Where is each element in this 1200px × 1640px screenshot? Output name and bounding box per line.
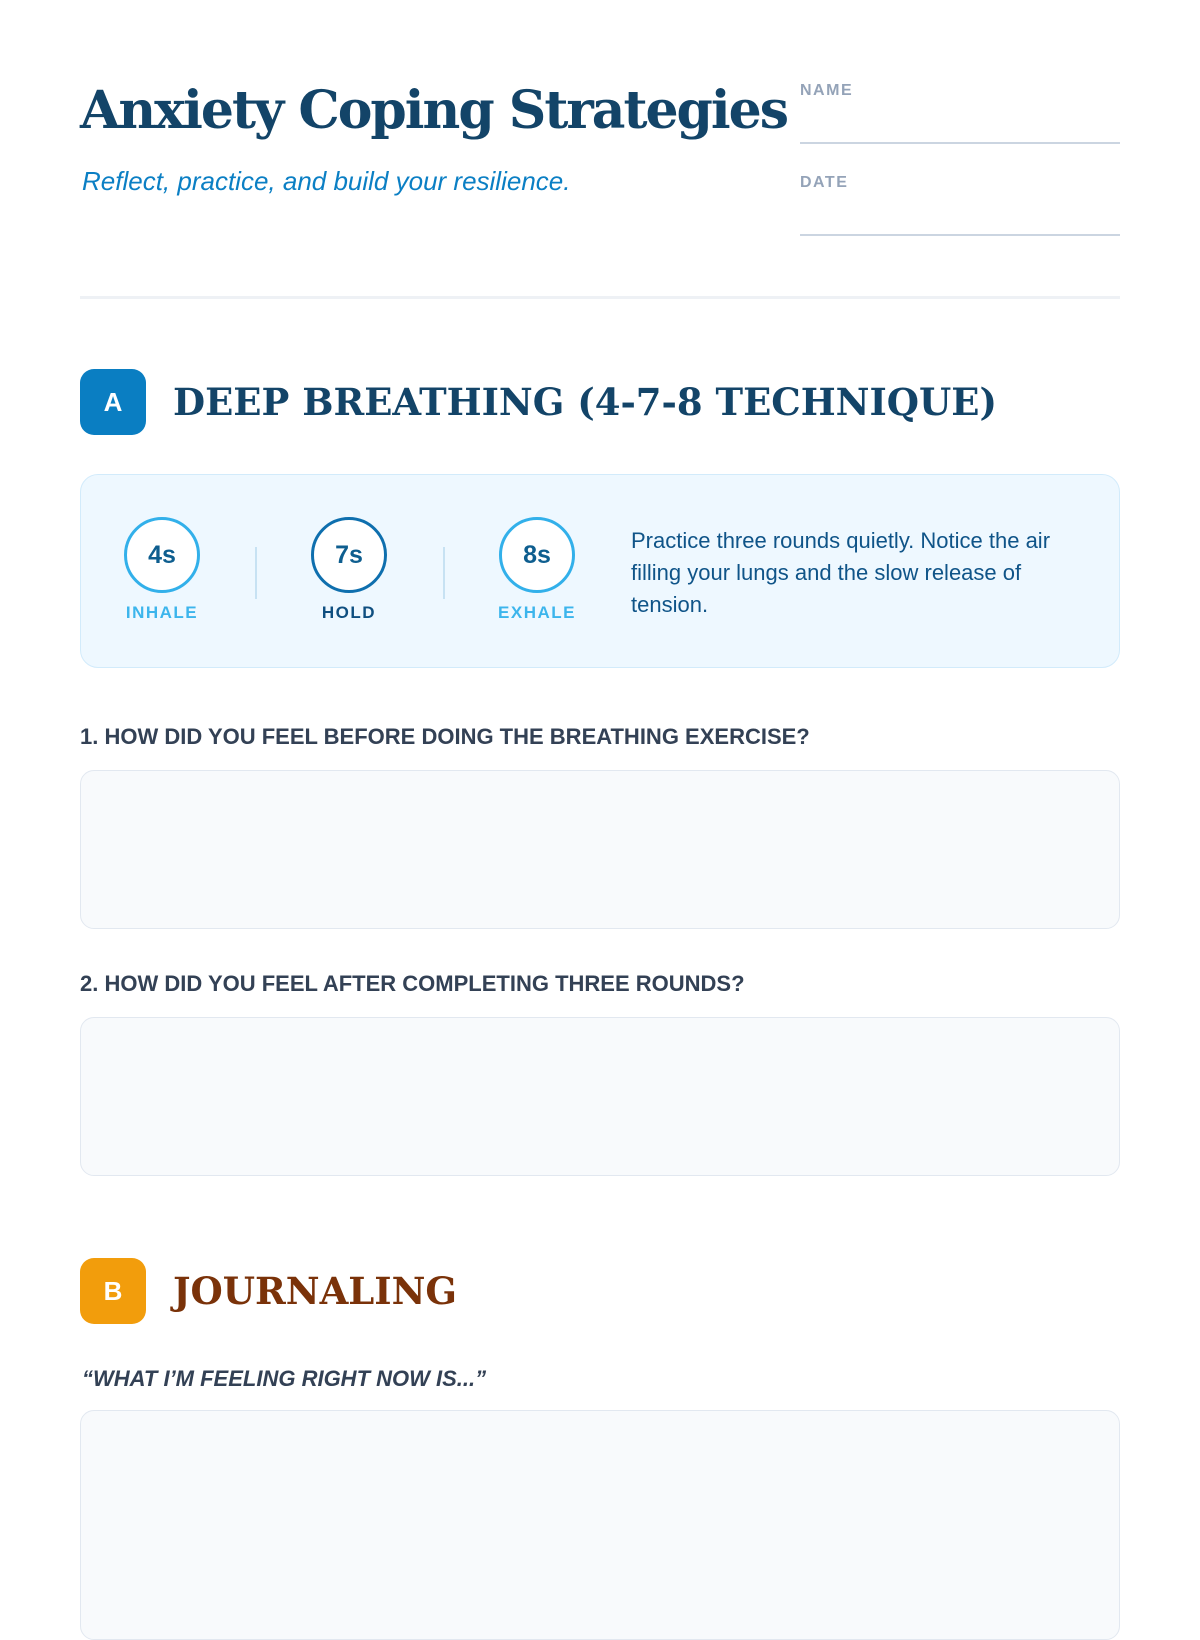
exhale-duration-circle: 8s [499,517,575,593]
worksheet-page [80,0,1120,1391]
step-divider [255,547,257,599]
breathing-technique-card [80,474,1120,668]
section-b-title: JOURNALING [173,1269,458,1313]
answer-box-2[interactable] [80,1017,1120,1176]
name-field-label: NAME [800,82,854,99]
hold-duration-circle: 7s [311,517,387,593]
inhale-label: INHALE [125,603,199,622]
name-field[interactable] [800,82,1120,144]
date-field-label: DATE [800,174,849,191]
hold-step [299,517,399,623]
answer-box-1[interactable] [80,770,1120,929]
breathing-instructions: Practice three rounds quietly. Notice the air filling your lungs and the slow release of tension. [631,528,1051,617]
question-1: 1. HOW DID YOU FEEL BEFORE DOING THE BREATHING EXERCISE? [80,724,810,749]
date-field[interactable] [800,174,1120,236]
exhale-label: EXHALE [498,603,576,622]
step-divider [443,547,445,599]
question-2: 2. HOW DID YOU FEEL AFTER COMPLETING THREE ROUNDS? [80,971,745,996]
section-b-badge: B [80,1258,146,1324]
journal-prompt: “WHAT I’M FEELING RIGHT NOW IS...” [82,1366,487,1391]
section-b-heading [80,1258,1120,1324]
page-subtitle: Reflect, practice, and build your resilience. [82,166,571,196]
page-title: Anxiety Coping Strategies [80,80,788,141]
worksheet-header [80,0,1120,300]
inhale-step [112,517,212,623]
section-a-badge: A [80,369,146,435]
header-divider [80,296,1120,299]
exhale-step [487,517,587,623]
hold-label: HOLD [321,603,377,622]
section-a-title: DEEP BREATHING (4-7-8 TECHNIQUE) [173,380,998,424]
inhale-duration-circle: 4s [124,517,200,593]
journal-answer-box[interactable] [80,1410,1120,1640]
section-a-heading [80,369,1120,435]
